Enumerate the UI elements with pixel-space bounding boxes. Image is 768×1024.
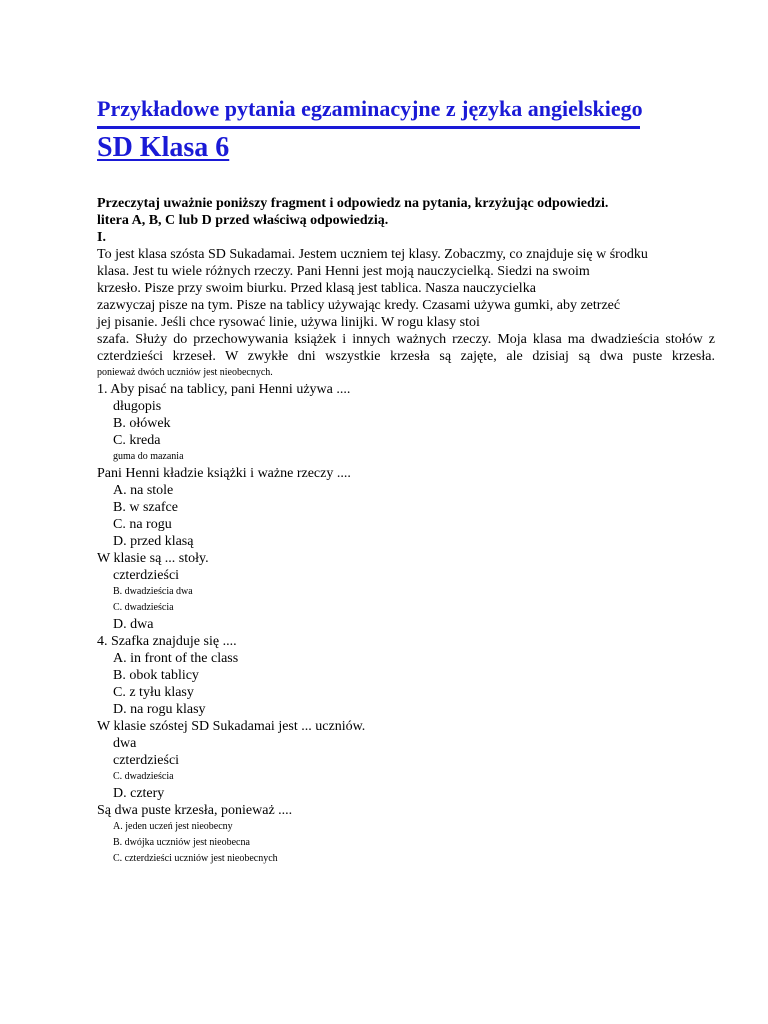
passage-line: krzesło. Pisze przy swoim biurku. Przed klasą jest tablica. Nasza nauczycielka xyxy=(97,281,536,296)
answer-option[interactable]: D. cztery xyxy=(113,786,165,801)
section-mark: I. xyxy=(97,230,106,245)
answer-option[interactable]: C. dwadzieścia xyxy=(113,771,174,782)
page-subtitle: SD Klasa 6 xyxy=(97,132,230,163)
answer-option[interactable]: długopis xyxy=(113,399,162,414)
answer-option[interactable]: B. ołówek xyxy=(113,416,171,431)
answer-option[interactable]: B. dwójka uczniów jest nieobecna xyxy=(113,837,250,848)
passage-line: klasa. Jest tu wiele różnych rzeczy. Pani Henni jest moją nauczycielką. Siedzi na swoim xyxy=(97,264,590,279)
passage-line: szafa. Służy do przechowywania książek i innych ważnych rzeczy. Moja klasa ma dwadzieścia stołów z xyxy=(97,332,715,347)
answer-option[interactable]: C. czterdzieści uczniów jest nieobecnych xyxy=(113,853,278,864)
answer-option[interactable]: D. na rogu klasy xyxy=(113,702,206,717)
passage-small-line: ponieważ dwóch uczniów jest nieobecnych. xyxy=(97,367,273,378)
question-text: W klasie są ... stoły. xyxy=(97,551,209,566)
question-text: 4. Szafka znajduje się .... xyxy=(97,634,237,649)
answer-option[interactable]: C. na rogu xyxy=(113,517,172,532)
answer-option[interactable]: A. na stole xyxy=(113,483,174,498)
title-underline xyxy=(97,126,640,129)
answer-option[interactable]: czterdzieści xyxy=(113,568,180,583)
answer-option[interactable]: B. obok tablicy xyxy=(113,668,199,683)
answer-option[interactable]: C. dwadzieścia xyxy=(113,602,174,613)
instruction-line: litera A, B, C lub D przed właściwą odpowiedzią. xyxy=(97,213,389,228)
answer-option[interactable]: dwa xyxy=(113,736,137,751)
question-text: Pani Henni kładzie książki i ważne rzeczy .... xyxy=(97,466,351,481)
passage-line: zazwyczaj pisze na tym. Pisze na tablicy używając kredy. Czasami używa gumki, aby zetrzeć xyxy=(97,298,621,313)
question-text: 1. Aby pisać na tablicy, pani Henni używa .... xyxy=(97,382,351,397)
answer-option[interactable]: B. w szafce xyxy=(113,500,178,515)
answer-option[interactable]: D. przed klasą xyxy=(113,534,194,549)
answer-option[interactable]: B. dwadzieścia dwa xyxy=(113,586,193,597)
question-text: Są dwa puste krzesła, ponieważ .... xyxy=(97,803,293,818)
passage-line: To jest klasa szósta SD Sukadamai. Jestem uczniem tej klasy. Zobaczmy, co znajduje się w środku xyxy=(97,247,648,262)
passage-line: czterdzieści krzeseł. W zwykłe dni wszystkie krzesła są zajęte, ale dzisiaj są dwa puste krzesła. xyxy=(97,349,715,364)
instruction-line: Przeczytaj uważnie poniższy fragment i odpowiedz na pytania, krzyżując odpowiedzi. xyxy=(97,196,609,211)
answer-option[interactable]: D. dwa xyxy=(113,617,154,632)
question-text: W klasie szóstej SD Sukadamai jest ... uczniów. xyxy=(97,719,366,734)
answer-option[interactable]: C. kreda xyxy=(113,433,161,448)
answer-option[interactable]: A. in front of the class xyxy=(113,651,239,666)
answer-option[interactable]: A. jeden uczeń jest nieobecny xyxy=(113,821,233,832)
page-title: Przykładowe pytania egzaminacyjne z języka angielskiego xyxy=(97,96,643,121)
passage-line: jej pisanie. Jeśli chce rysować linie, używa linijki. W rogu klasy stoi xyxy=(97,315,480,330)
document-body xyxy=(97,195,727,867)
answer-option[interactable]: guma do mazania xyxy=(113,451,184,462)
answer-option[interactable]: czterdzieści xyxy=(113,753,180,768)
answer-option[interactable]: C. z tyłu klasy xyxy=(113,685,194,700)
